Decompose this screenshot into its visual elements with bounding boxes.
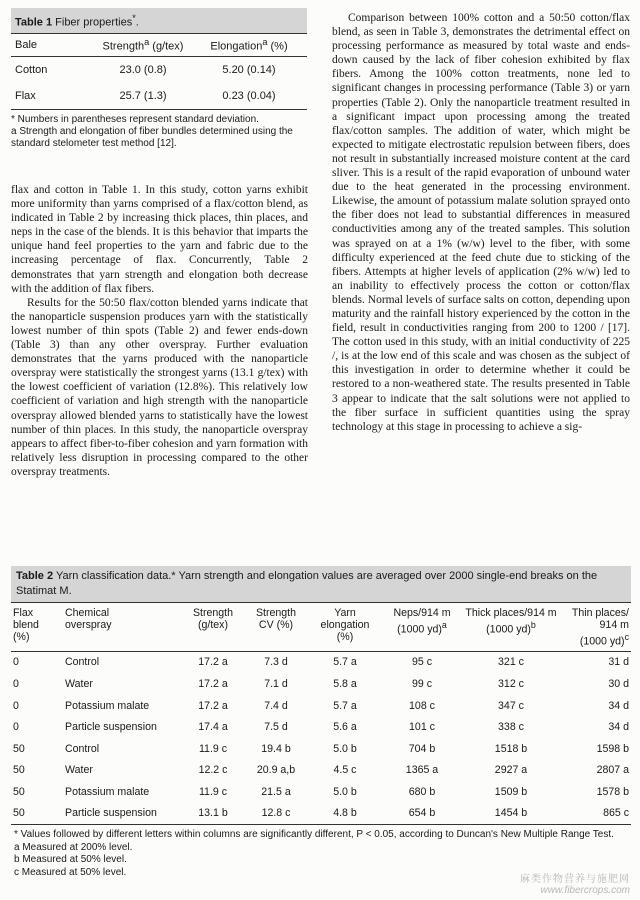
table-2-header-cell: Thick places/914 m (1000 yd)$^b$ bbox=[465, 607, 557, 636]
table-cell: Potassium malate bbox=[65, 699, 150, 712]
table-cell: 1454 b bbox=[494, 807, 528, 820]
watermark bbox=[520, 870, 630, 896]
table-cell: 21.5 a bbox=[261, 785, 291, 798]
paragraph: Comparison between 100% cotton and a 50:50 cotton/flax blend, as seen in Table 3, demonstrates the detrimental effect on processing performance as measured by total waste and ends-down caused by the lack of fiber cohesion exhibited by flax fibers. Among the 100% cotton treatments, none led to significant changes in processing performance (Table 3) or yarn properties (Table 2). Only the nanoparticle treatment resulted in a significant impact upon processing among the treated flax/cotton samples. The addition of water, which might be expected to mitigate electrostatic repulsion between fibers, does not result in substantially increased moisture content at the card sliver. This is a result of the rapid evaporation of unbound water due to the heat generated in the processing environment. Likewise, the amount of potassium malate solution sprayed onto the fiber does not lead to substantial differences in measured conductivities among any of the treated samples. This solution was sprayed on at a 1% (w/w) level to the fiber, with some difficulty experienced at the feed chute due to sticking of the fibers. Attempts at higher levels of application (2% w/w) led to an inability to effectively process the cotton or cotton/flax blends. Normal levels of surface salts on cotton, depending upon maturity and the rainfall history experienced by the cotton in the field, result in conductivities ranging from 200 to 1200 / [17]. The cotton used in this study, with an initial conductivity of 225 /, is at the low end of this scale and was chosen as the subject of this investigation in order to determine whether it could be restored to a non-weathered state. The results presented in Table 3 appear to indicate that the salt solutions were not applied to the fiber surface in sufficient quantities using the spray technology at this stage in processing to achieve a sig- bbox=[332, 12, 630, 433]
table-cell: 5.8 a bbox=[333, 677, 357, 690]
table-cell: 338 c bbox=[498, 721, 524, 734]
table-2-caption-text: Yarn classification data.* Yarn strength and elongation values are averaged over 2000 single-end breaks on the Statimat M. bbox=[16, 570, 598, 597]
table-cell: Particle suspension bbox=[65, 721, 157, 734]
table-cell: 312 c bbox=[498, 677, 524, 690]
table-cell: 654 b bbox=[408, 807, 436, 820]
table-cell: 5.6 a bbox=[333, 721, 357, 734]
table-2-header-cell: Neps/914 m (1000 yd)$^a$ bbox=[393, 607, 451, 636]
table-cell: 12.2 c bbox=[198, 764, 228, 777]
table-cell: 11.9 c bbox=[198, 742, 228, 755]
table-cell: 0 bbox=[13, 699, 19, 712]
table-cell: 11.9 c bbox=[198, 785, 228, 798]
table-row bbox=[11, 673, 631, 695]
table-2-header-cell: Flax blend (%) bbox=[13, 607, 39, 643]
table-cell: Control bbox=[65, 656, 100, 669]
table-cell: Particle suspension bbox=[65, 807, 157, 820]
footnote: c Measured at 50% level. bbox=[14, 867, 127, 879]
table-1-footnotes bbox=[11, 114, 307, 150]
table-cell: 5.0 b bbox=[333, 742, 357, 755]
table-2-header-cell: Yarn elongation (%) bbox=[320, 607, 370, 643]
table-cell: 680 b bbox=[408, 785, 436, 798]
table-row bbox=[11, 83, 307, 110]
table-cell: 321 c bbox=[498, 656, 524, 669]
cell-strength: 25.7 (1.3) bbox=[119, 89, 167, 102]
table-row bbox=[11, 651, 631, 673]
table-cell: 4.5 c bbox=[333, 764, 357, 777]
table-row bbox=[11, 57, 307, 83]
table-1 bbox=[11, 8, 307, 150]
body-column-right bbox=[332, 11, 630, 434]
table-cell: 17.4 a bbox=[198, 721, 228, 734]
table-cell: 31 d bbox=[608, 656, 629, 669]
table-cell: 7.3 d bbox=[264, 656, 288, 669]
table-cell: 2927 a bbox=[494, 764, 528, 777]
cell-bale: Flax bbox=[15, 89, 36, 102]
cell-elongation: 5.20 (0.14) bbox=[222, 63, 276, 76]
table-cell: 50 bbox=[13, 785, 25, 798]
table-cell: 34 d bbox=[608, 699, 629, 712]
table-cell: 1518 b bbox=[494, 742, 528, 755]
table-cell: 19.4 b bbox=[261, 742, 291, 755]
table-cell: 50 bbox=[13, 742, 25, 755]
body-column-left bbox=[11, 183, 308, 479]
table-1-title-mark: * bbox=[132, 13, 136, 23]
cell-strength: 23.0 (0.8) bbox=[119, 63, 167, 76]
table-cell: 1509 b bbox=[494, 785, 528, 798]
table-2-header-cell: Strength CV (%) bbox=[255, 607, 297, 631]
watermark-url: www.fibercrops.com bbox=[540, 885, 630, 896]
table-2-header-cell: Chemical overspray bbox=[65, 607, 112, 631]
table-cell: Water bbox=[65, 764, 93, 777]
table-row bbox=[11, 781, 631, 803]
table-cell: 5.7 a bbox=[333, 699, 357, 712]
table-cell: 34 d bbox=[608, 721, 629, 734]
table-1-label: Table 1 bbox=[15, 16, 53, 29]
table-cell: 347 c bbox=[498, 699, 524, 712]
table-cell: Potassium malate bbox=[65, 785, 150, 798]
table-2-label: Table 2 bbox=[16, 570, 54, 582]
table-cell: 0 bbox=[13, 721, 19, 734]
table-cell: 4.8 b bbox=[333, 807, 357, 820]
table-cell: 17.2 a bbox=[198, 699, 228, 712]
paragraph: flax and cotton in Table 1. In this study, cotton yarns exhibit more uniformity than yarns comprised of a flax/cotton blend, as indicated in Table 2 by increasing thick places, thin places, and neps in the case of the blends. It is this behavior that imparts the unique hand feel properties to the yarn and fabric due to the increasing percentage of flax. Concurrently, Table 2 demonstrates that yarn strength and elongation both decrease with the addition of flax fibers. bbox=[11, 184, 308, 295]
table-cell: 108 c bbox=[409, 699, 435, 712]
table-1-header-row bbox=[11, 34, 307, 57]
table-cell: 1365 a bbox=[405, 764, 439, 777]
footnote: a Strength and elongation of fiber bundles determined using the standard stelometer test method [12]. bbox=[11, 125, 293, 149]
table-cell: 704 b bbox=[408, 742, 436, 755]
table-cell: 1598 b bbox=[596, 742, 629, 755]
table-cell: 95 c bbox=[411, 656, 433, 669]
table-cell: 865 c bbox=[603, 807, 629, 820]
table-1-title: Fiber properties bbox=[55, 16, 133, 29]
table-cell: 1578 b bbox=[596, 785, 629, 798]
table-cell: 101 c bbox=[409, 721, 435, 734]
table-cell: 50 bbox=[13, 807, 25, 820]
footnote: * Numbers in parentheses represent standard deviation. bbox=[11, 113, 259, 125]
table-cell: 7.5 d bbox=[264, 721, 288, 734]
table-cell: Control bbox=[65, 742, 100, 755]
table-2 bbox=[11, 566, 631, 880]
table-2-header-cell: Strength (g/tex) bbox=[192, 607, 234, 631]
table-row bbox=[11, 695, 631, 717]
table-row bbox=[11, 738, 631, 760]
table-cell: 0 bbox=[13, 677, 19, 690]
table-cell: 0 bbox=[13, 656, 19, 669]
table-cell: 17.2 a bbox=[198, 656, 228, 669]
table-cell: Water bbox=[65, 677, 93, 690]
table-cell: 99 c bbox=[411, 677, 433, 690]
table-cell: 7.4 d bbox=[264, 699, 288, 712]
table-1-caption: Table 1 Fiber properties*. bbox=[11, 8, 307, 33]
table-row bbox=[11, 716, 631, 738]
cell-elongation: 0.23 (0.04) bbox=[222, 89, 276, 102]
table-2-grid bbox=[11, 602, 631, 825]
table-cell: 50 bbox=[13, 764, 25, 777]
watermark-site-name: 麻类作物营养与施肥网 bbox=[520, 874, 630, 885]
table-cell: 17.2 a bbox=[198, 677, 228, 690]
table-cell: 30 d bbox=[608, 677, 629, 690]
footnote: a Measured at 200% level. bbox=[14, 841, 133, 853]
table-cell: 12.8 c bbox=[261, 807, 291, 820]
table-cell: 7.1 d bbox=[264, 677, 288, 690]
table-cell: 2807 a bbox=[596, 764, 629, 777]
table-cell: 13.1 b bbox=[198, 807, 228, 820]
header-elongation: Elongation$^a$ (%) bbox=[210, 37, 288, 53]
table-row bbox=[11, 760, 631, 782]
table-cell: 20.9 a,b bbox=[256, 764, 296, 777]
header-bale: Bale bbox=[15, 38, 38, 51]
header-strength: Strength$^a$ (g/tex) bbox=[102, 37, 184, 53]
table-2-header-row bbox=[11, 603, 631, 652]
table-cell: 5.7 a bbox=[333, 656, 357, 669]
footnote: b Measured at 50% level. bbox=[14, 854, 127, 866]
table-cell: 5.0 b bbox=[333, 785, 357, 798]
cell-bale: Cotton bbox=[15, 63, 48, 76]
paragraph: Results for the 50:50 flax/cotton blended yarns indicate that the nanoparticle suspension produces yarn with the statistically lowest number of thin spots (Table 2) and fewer ends-down (Table 3) than any other overspray. Further evaluation demonstrates that the yarns produced with the nanoparticle overspray were statistically the strongest yarns (13.1 g/tex) with the lowest coefficient of variation (12.8%). This relatively low coefficient of variation and high strength with the nanoparticle overspray allowed blended yarns to statistically have the lowest number of thin places. In this study, the nanoparticle overspray appears to affect fiber-to-fiber cohesion and yarn formation with relatively less disruption in processing compared to the other overspray treatments. bbox=[11, 296, 308, 478]
table-2-header-cell: Thin places/ 914 m (1000 yd)$^c$ bbox=[571, 607, 629, 648]
table-row bbox=[11, 803, 631, 825]
footnote: * Values followed by different letters within columns are significantly different, P < 0.05, according to Duncan's New Multiple Range Test. bbox=[14, 829, 614, 841]
table-2-caption bbox=[11, 566, 631, 602]
